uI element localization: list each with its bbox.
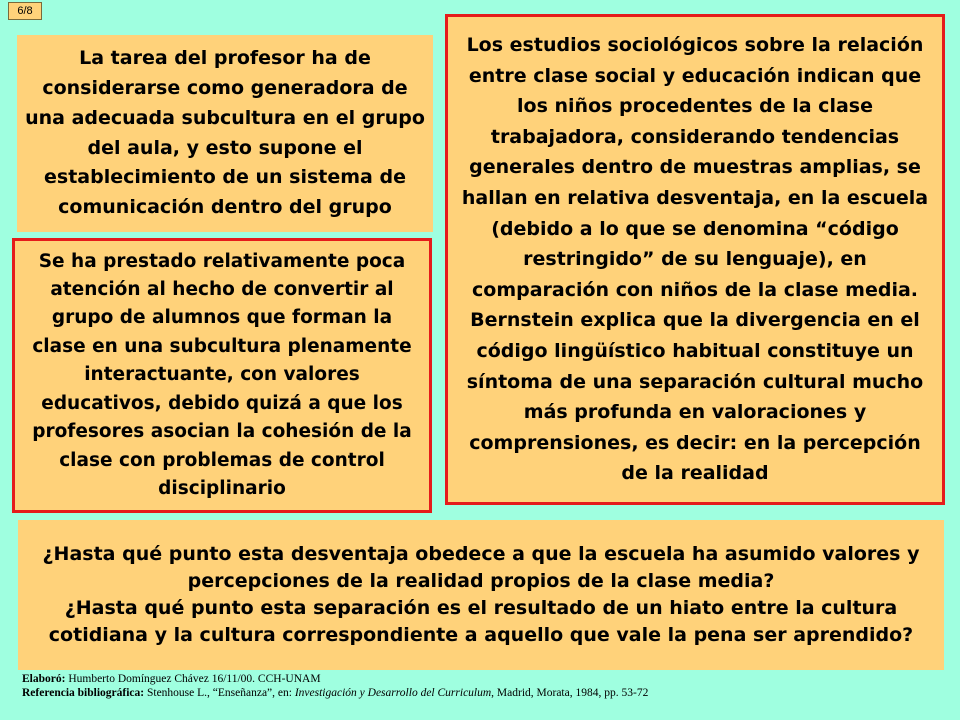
- text-box-teacher-role: [17, 35, 433, 232]
- question-1: ¿Hasta qué punto esta desventaja obedece a que la escuela ha asumido valores y percepciones de la realidad propios de la clase media?: [42, 543, 920, 592]
- text-box-group-subculture: [12, 238, 432, 513]
- questions-group: [30, 541, 932, 649]
- question-2: ¿Hasta qué punto esta separación es el resultado de un hiato entre la cultura cotidiana y la cultura correspondiente a aquello que vale la pena ser aprendido?: [48, 597, 914, 646]
- reference-title: Investigación y Desarrollo del Curriculum: [294, 687, 492, 699]
- page-number-badge: 6/8: [8, 2, 42, 20]
- text-box-sociological-studies-text: Los estudios sociológicos sobre la relación entre clase social y educación indican que los niños procedentes de la clase trabajadora, considerando tendencias generales dentro de muestras amplias, se hallan en relativa desventaja, en la escuela (debido a lo que se denomina “código restringido” de su lenguaje), en comparación con niños de la clase media. Bernstein explica que la divergencia en el código lingüístico habitual constituye un síntoma de una separación cultural mucho más profunda en valoraciones y comprensiones, es decir: en la percepción de la realidad: [461, 34, 929, 485]
- author-label: Elaboró:: [22, 673, 66, 685]
- reference-pre: Stenhouse L., “Enseñanza”, en:: [146, 687, 292, 699]
- text-box-group-subculture-text: Se ha prestado relativamente poca atención al hecho de convertir al grupo de alumnos que forman la clase en una subcultura plenamente interactuante, con valores educativos, debido quizá a que los profesores asocian la cohesión de la clase con problemas de control disciplinario: [32, 250, 412, 499]
- author-line: [22, 672, 942, 686]
- text-box-sociological-studies: [445, 14, 945, 505]
- reference-line: [22, 686, 942, 700]
- reference-post: , Madrid, Morata, 1984, pp. 53-72: [491, 687, 649, 699]
- text-box-questions: [18, 520, 944, 670]
- reference-label: Referencia bibliográfica:: [22, 687, 145, 699]
- footer-credits: [22, 672, 942, 700]
- text-box-teacher-role-text: La tarea del profesor ha de considerarse como generadora de una adecuada subcultura en el grupo del aula, y esto supone el establecimiento de un sistema de comunicación dentro del grupo: [25, 47, 425, 219]
- author-value: Humberto Domínguez Chávez 16/11/00. CCH-UNAM: [68, 673, 321, 685]
